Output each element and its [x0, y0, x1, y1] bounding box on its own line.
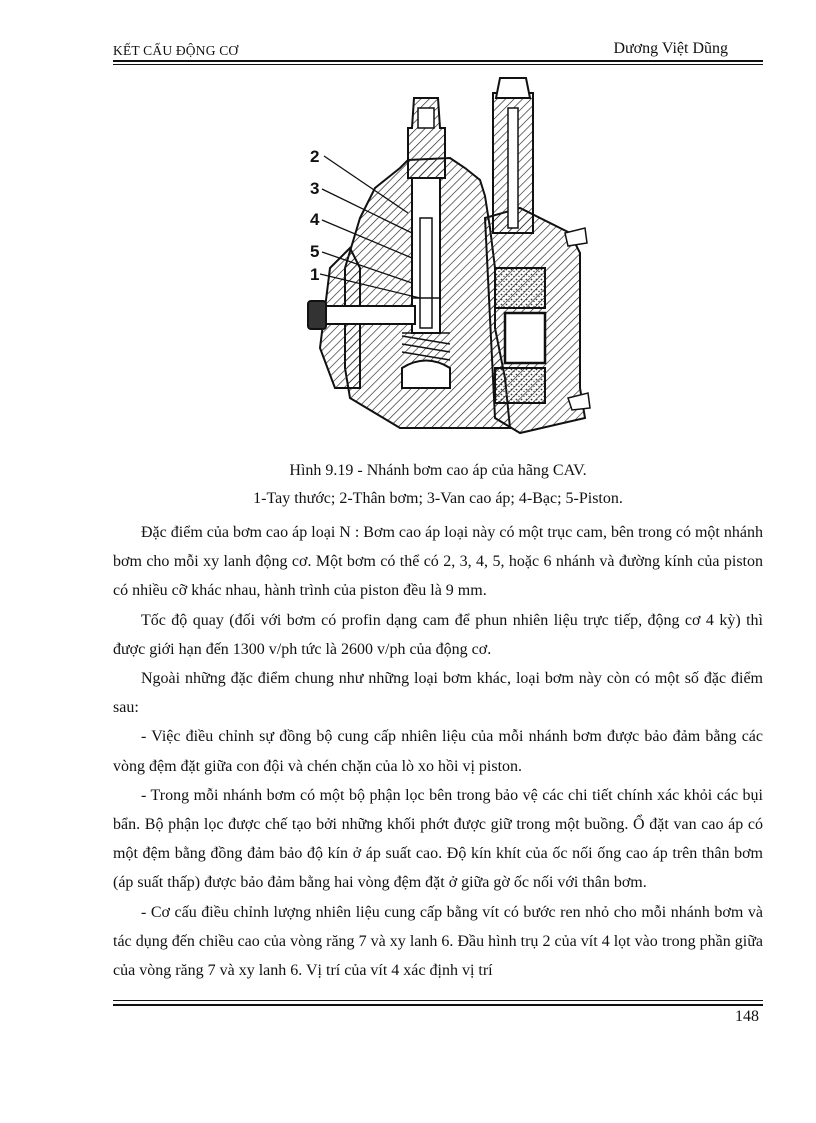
header-rule-thin: [113, 64, 763, 65]
paragraph: Tốc độ quay (đối với bơm có profin dạng cam để phun nhiên liệu trực tiếp, động cơ 4 kỳ) thì được giới hạn đến 1300 v/ph tức là 2600 v/ph của động cơ.: [113, 611, 763, 658]
label-5: 5: [310, 242, 320, 261]
paragraph: - Cơ cấu điều chỉnh lượng nhiên liệu cung cấp bằng vít có bước ren nhỏ cho mỗi nhánh bơm và tác dụng đến chiều cao của vòng răng 7 và xy lanh 6. Đầu hình trụ 2 của vít 4 lọt vào trong phần giữa của vòng răng 7 và xy lanh 6. Vị trí của vít 4 xác định vị trí: [113, 903, 763, 980]
figure-caption-legend: 1-Tay thước; 2-Thân bơm; 3-Van cao áp; 4-Bạc; 5-Piston.: [253, 490, 623, 507]
label-1: 1: [310, 265, 320, 284]
label-4: 4: [310, 210, 320, 229]
figure-caption-title: Hình 9.19 - Nhánh bơm cao áp của hãng CAV.: [289, 462, 587, 479]
label-3: 3: [310, 179, 320, 198]
body-text: [113, 518, 763, 985]
header-rule-thick: [113, 60, 763, 62]
header-author: Dương Việt Dũng: [613, 40, 728, 57]
page-header: [113, 40, 758, 60]
footer-rule-thin: [113, 1000, 763, 1001]
footer-rule-thick: [113, 1004, 763, 1006]
pump-diagram-figure: [290, 68, 610, 448]
paragraph: Đặc điểm của bơm cao áp loại N : Bơm cao áp loại này có một trục cam, bên trong có một nhánh bơm cho mỗi xy lanh động cơ. Một bơm có thể có 2, 3, 4, 5, hoặc 6 nhánh và đường kính của piston có nhiều cỡ khác nhau, hành trình của piston đều là 9 mm.: [113, 524, 763, 600]
pump-cross-section-drawing: [290, 68, 610, 448]
page-number: 148: [735, 1008, 759, 1025]
paragraph: Ngoài những đặc điểm chung như những loại bơm khác, loại bơm này còn có một số đặc điểm sau:: [113, 670, 763, 717]
label-2: 2: [310, 147, 320, 166]
paragraph: - Việc điều chỉnh sự đồng bộ cung cấp nhiên liệu của mỗi nhánh bơm được bảo đảm bằng các vòng đệm đặt giữa con đội và chén chặn của lò xo hồi vị piston.: [113, 728, 763, 775]
header-title: KẾT CẤU ĐỘNG CƠ: [113, 43, 239, 58]
paragraph: - Trong mỗi nhánh bơm có một bộ phận lọc bên trong bảo vệ các chi tiết chính xác khỏi các bụi bẩn. Bộ phận lọc được chế tạo bởi những khối phớt được giữ trong một buồng. Ổ đặt van cao áp có một đệm bằng đồng đảm bảo độ kín ở áp suất cao. Độ kín khít của ốc nối ống cao áp trên thân bơm (áp suất thấp) được bảo đảm bằng hai vòng đệm đặt ở giữa gờ ốc nối với thân bơm.: [113, 786, 763, 892]
